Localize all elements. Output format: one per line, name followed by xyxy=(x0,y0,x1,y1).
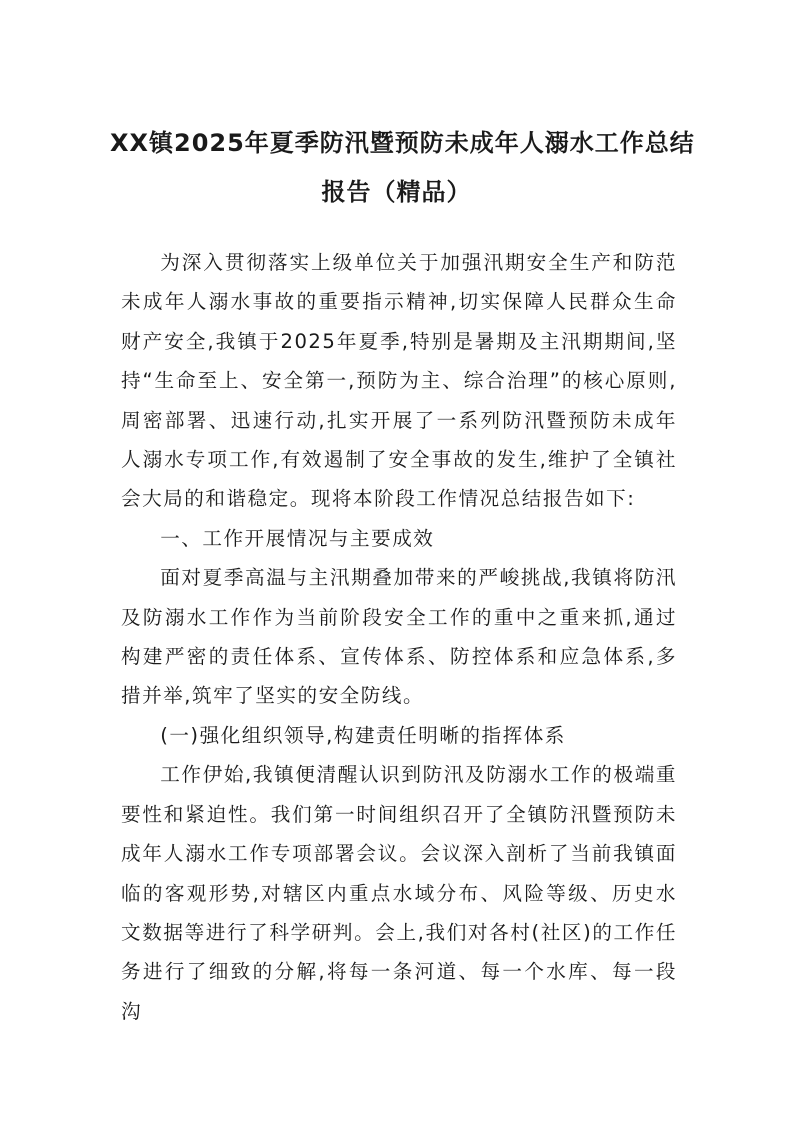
document-body xyxy=(121,243,677,1031)
section-1-paragraph: 面对夏季高温与主汛期叠加带来的严峻挑战,我镇将防汛及防溺水工作作为当前阶段安全工作的重中之重来抓,通过构建严密的责任体系、宣传体系、防控体系和应急体系,多措并举,筑牢了坚实的安全防线。 xyxy=(121,566,677,708)
subsection-heading-1: (一)强化组织领导,构建责任明晰的指挥体系 xyxy=(160,723,566,747)
intro-paragraph: 为深入贯彻落实上级单位关于加强汛期安全生产和防范未成年人溺水事故的重要指示精神,切实保障人民群众生命财产安全,我镇于2025年夏季,特别是暑期及主汛期期间,坚持“生命至上、安全第一,预防为主、综合治理”的核心原则,周密部署、迅速行动,扎实开展了一系列防汛暨预防未成年人溺水专项工作,有效遏制了安全事故的发生,维护了全镇社会大局的和谐稳定。现将本阶段工作情况总结报告如下: xyxy=(121,251,677,511)
document-title-line-1: XX镇2025年夏季防汛暨预防未成年人溺水工作总结 xyxy=(110,129,695,157)
subsection-1-paragraph: 工作伊始,我镇便清醒认识到防汛及防溺水工作的极端重要性和紧迫性。我们第一时间组织召开了全镇防汛暨预防未成年人溺水工作专项部署会议。会议深入剖析了当前我镇面临的客观形势,对辖区内重点水域分布、风险等级、历史水文数据等进行了科学研判。会上,我们对各村(社区)的工作任务进行了细致的分解,将每一条河道、每一个水库、每一段沟 xyxy=(121,763,677,1023)
document-title-line-2: 报告（精品） xyxy=(321,178,472,206)
section-heading-1: 一、工作开展情况与主要成效 xyxy=(160,526,435,550)
